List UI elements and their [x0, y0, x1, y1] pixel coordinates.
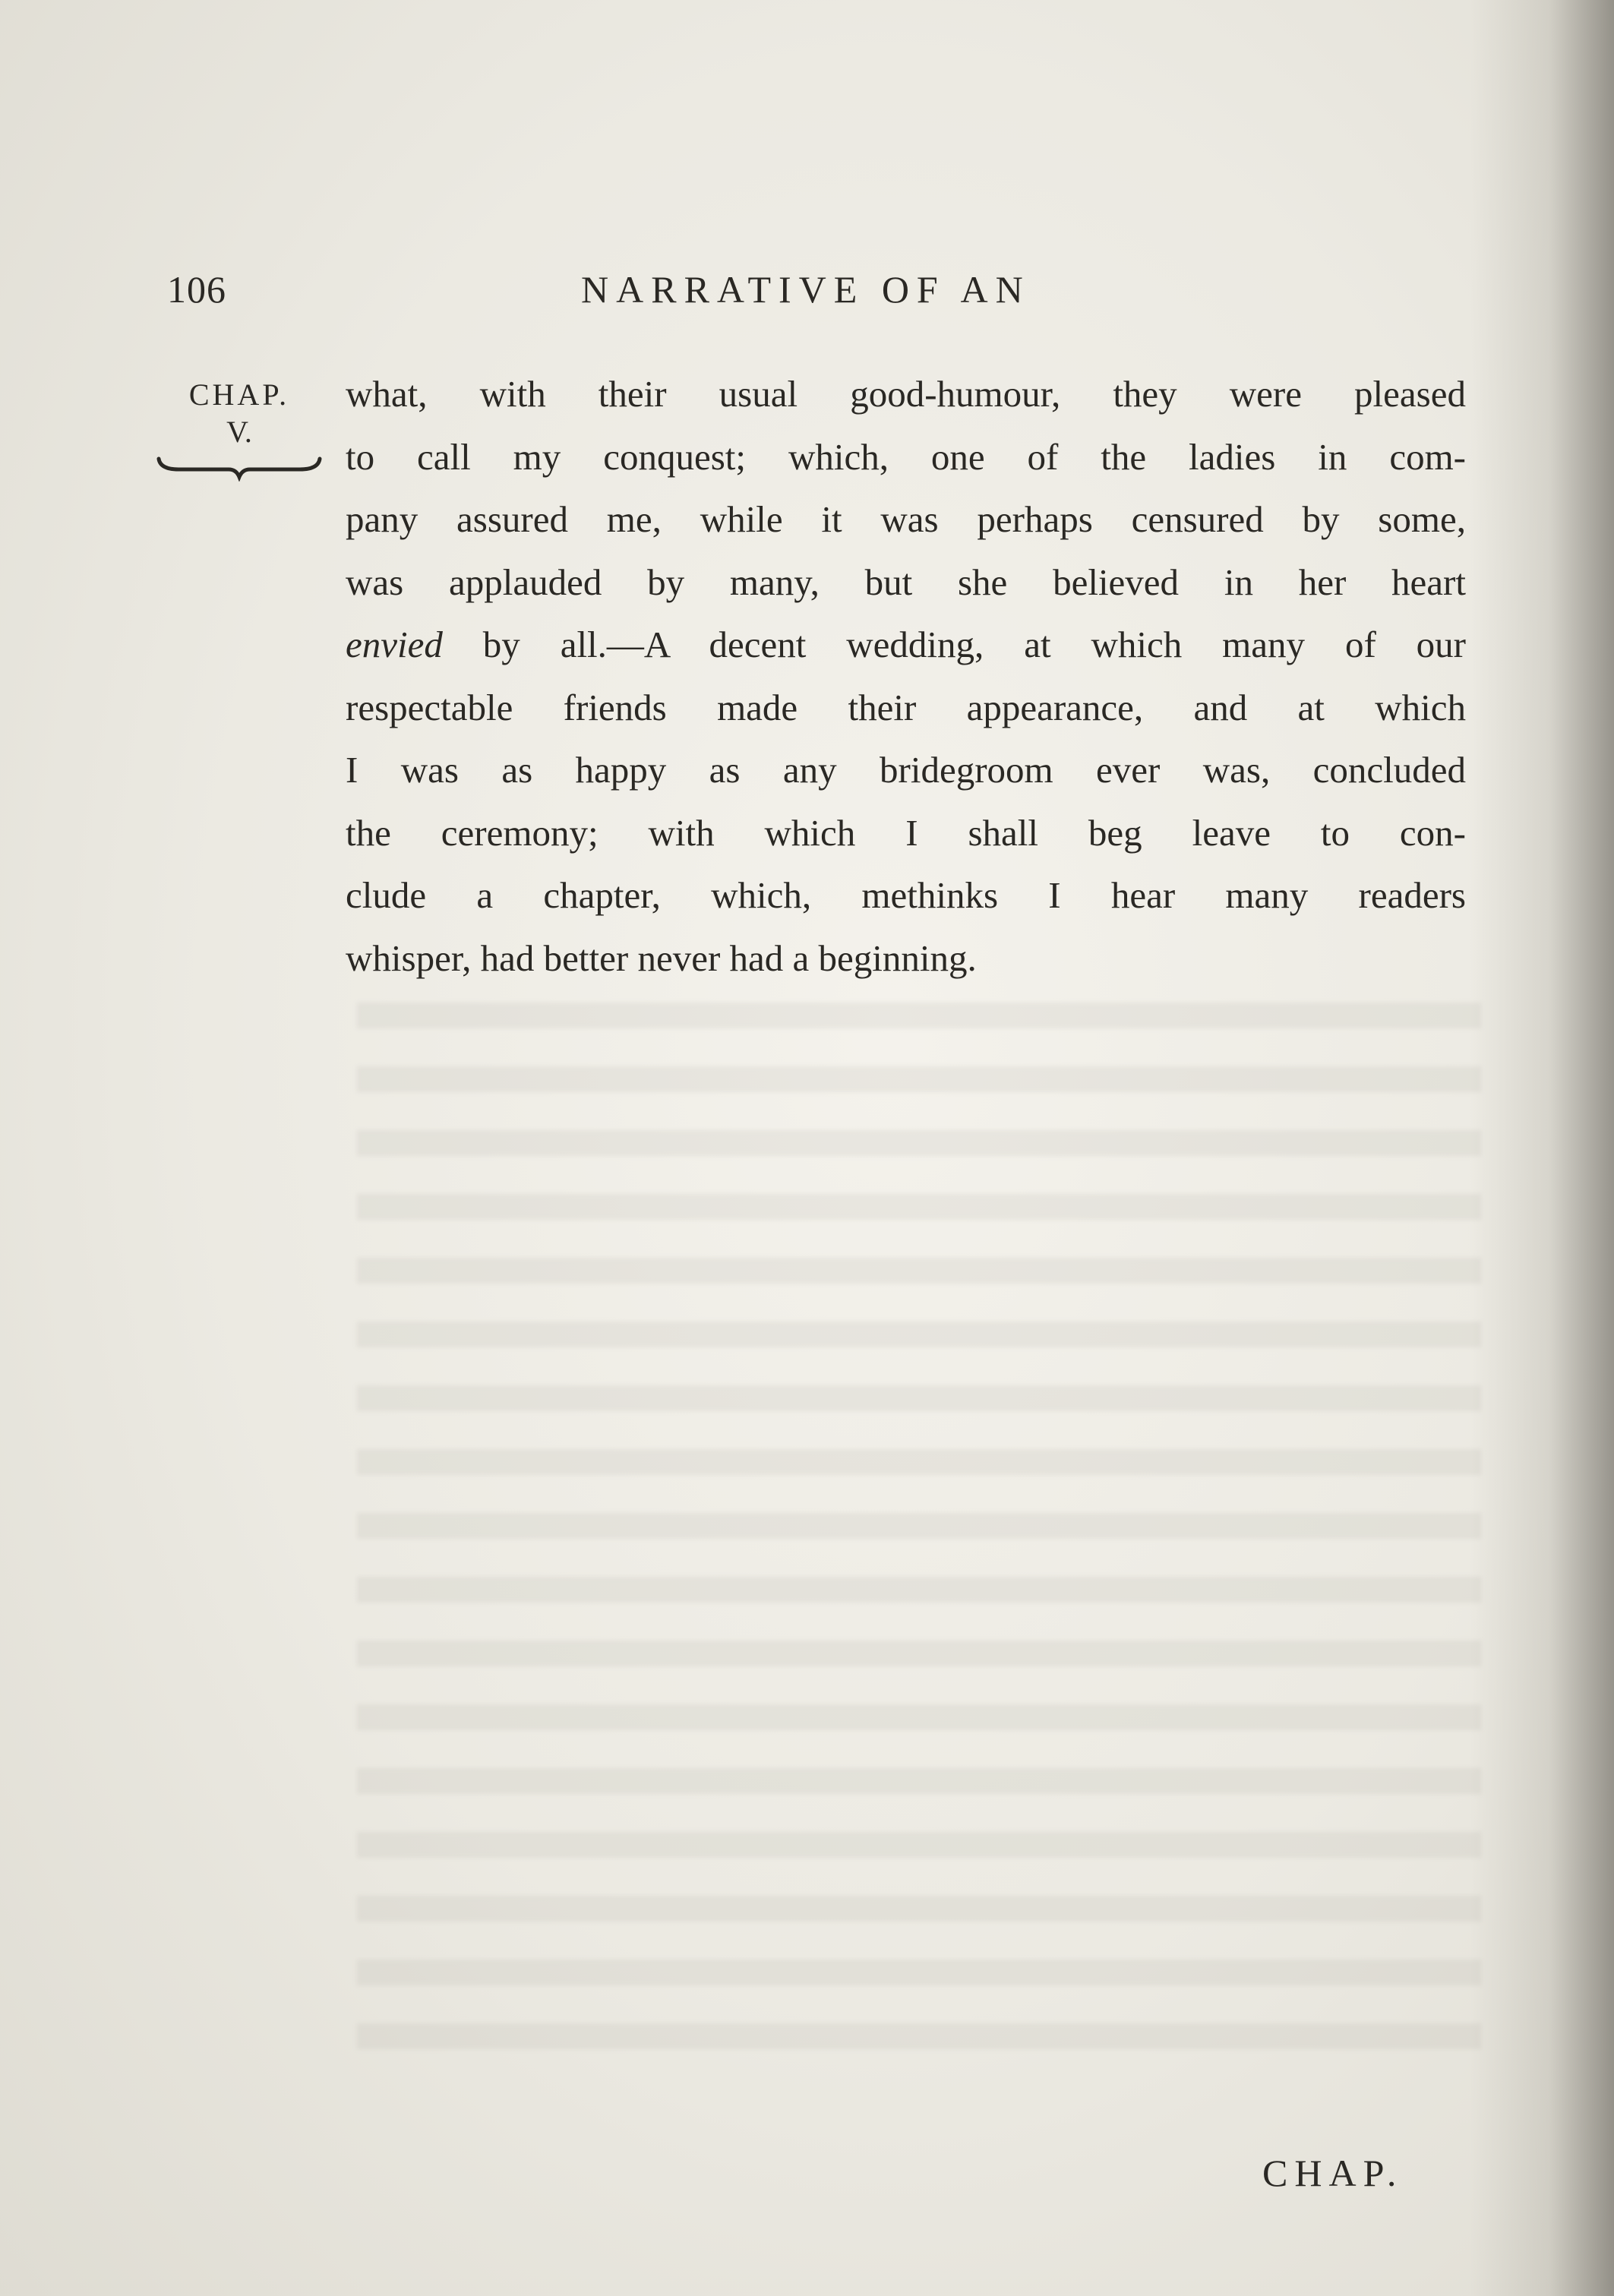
text-line-with-italic [346, 614, 1466, 677]
text-line: pany assured me, while it was perhaps censured by some, [346, 498, 1466, 540]
text-line: was applauded by many, but she believed in her heart [346, 561, 1466, 603]
page-header [167, 267, 1473, 321]
text-line: the ceremony; with which I shall beg leave to con- [346, 811, 1466, 854]
body-text [346, 363, 1466, 990]
chapter-number: V. [226, 415, 252, 449]
chapter-margin-note [156, 375, 323, 482]
chapter-label: CHAP. [188, 377, 290, 412]
text-line: clude a chapter, which, methinks I hear many readers [346, 874, 1466, 916]
text-line: what, with their usual good-humour, they were pleased [346, 373, 1466, 415]
text-line-remainder: by all.—A decent wedding, at which many of our [442, 624, 1466, 665]
italic-word: envied [346, 624, 443, 665]
gutter-shadow [1470, 0, 1614, 2296]
catchword: CHAP. [1262, 2152, 1404, 2194]
brace-ornament [156, 451, 323, 482]
text-line: respectable friends made their appearance, and at which [346, 686, 1466, 728]
show-through-text [357, 1003, 1481, 2081]
text-line: to call my conquest; which, one of the ladies in com- [346, 435, 1466, 478]
running-title: NARRATIVE OF AN [581, 268, 1031, 311]
text-line: whisper, had better never had a beginning. [346, 936, 977, 979]
text-line: I was as happy as any bridegroom ever was, concluded [346, 749, 1466, 791]
page-number: 106 [167, 268, 226, 311]
